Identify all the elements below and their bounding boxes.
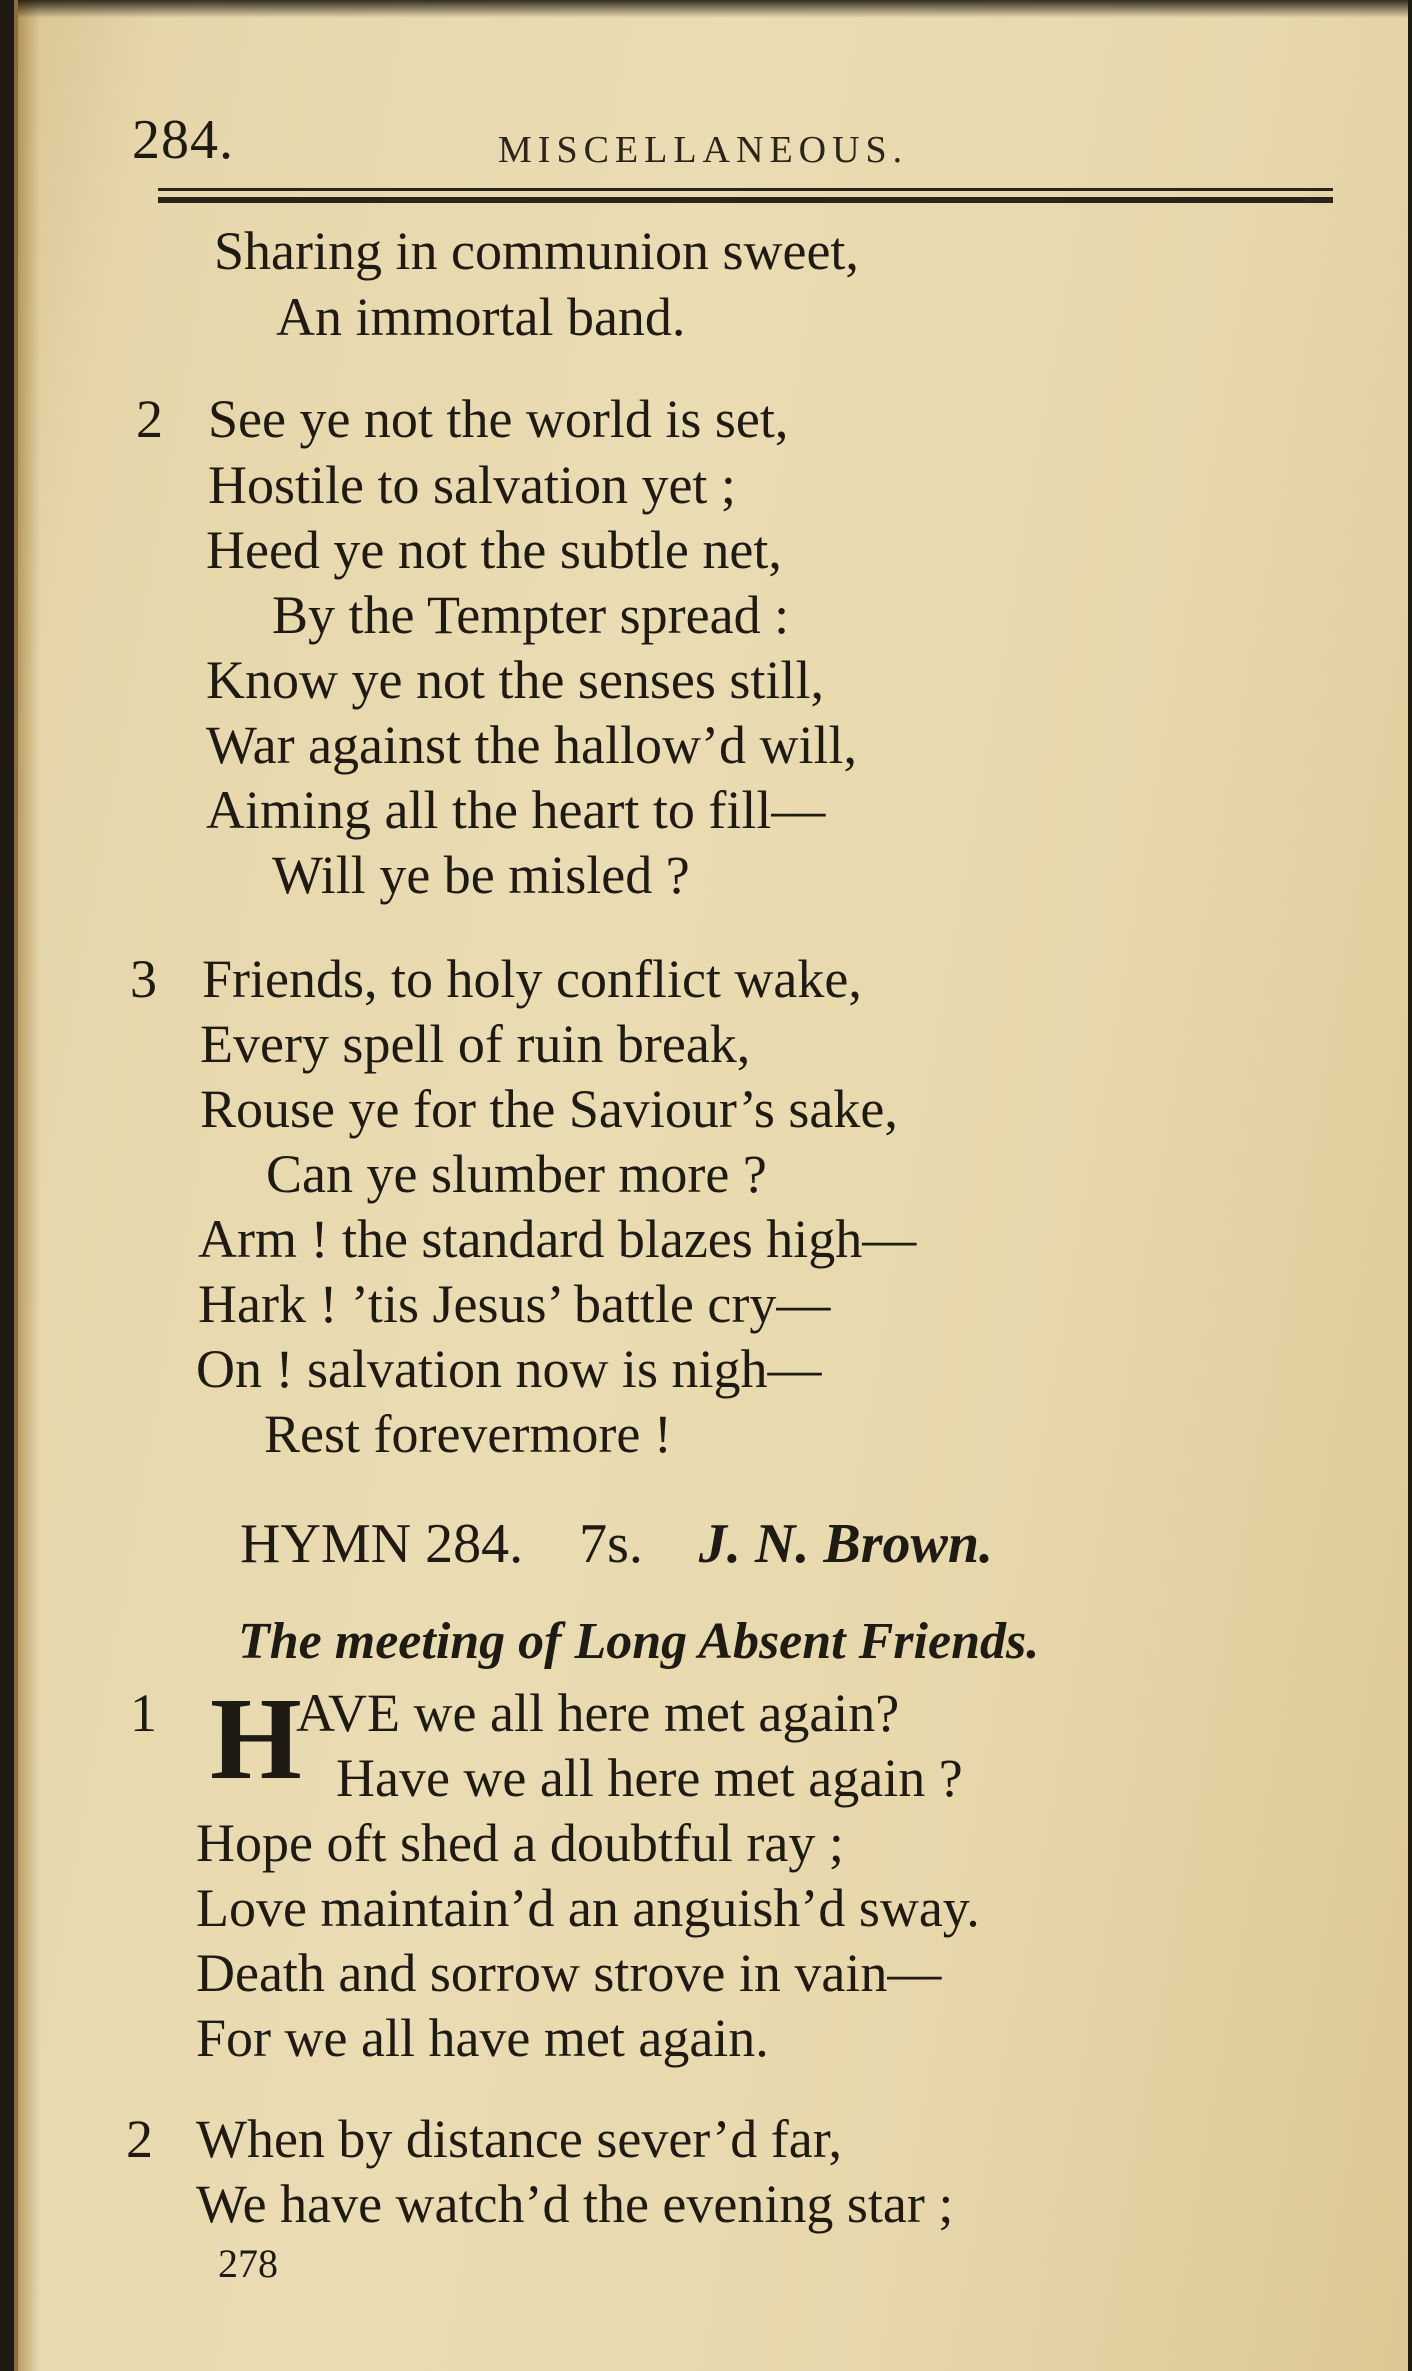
book-page [14,0,1408,2371]
stanza-line: War against the hallow’d will, [206,715,857,775]
stanza-line: Friends, to holy conflict wake, [202,949,862,1009]
stanza-line: Will ye be misled ? [272,845,690,905]
stanza-line: Hope oft shed a doubtful ray ; [196,1813,844,1873]
stanza-line: Rest forevermore ! [264,1404,672,1464]
page-top-shadow [18,0,1408,18]
stanza-line: Know ye not the senses still, [206,650,824,710]
stanza-line: Arm ! the standard blazes high— [198,1209,917,1269]
page-header [18,108,1408,178]
continuation-line: Sharing in communion sweet, [214,221,859,281]
hymn-meter: 7s. [579,1513,643,1575]
continuation-line: An immortal band. [276,287,686,347]
stanza-line: Aiming all the heart to fill— [206,780,826,840]
running-title: MISCELLANEOUS. [498,129,909,171]
stanza-line: Heed ye not the subtle net, [206,520,782,580]
stanza-line: Every spell of ruin break, [200,1014,751,1074]
stanza-line: Rouse ye for the Saviour’s sake, [200,1079,898,1139]
drop-cap: H [210,1673,302,1804]
stanza-line: Can ye slumber more ? [266,1144,767,1204]
verse-number: 2 [136,389,163,449]
stanza-line: AVE we all here met again? [296,1683,900,1743]
stanza-line: See ye not the world is set, [208,389,789,449]
verse-number: 1 [130,1683,157,1743]
hymn-title: HYMN 284. [240,1513,524,1575]
verse-number: 2 [126,2109,153,2169]
stanza-line: By the Tempter spread : [272,585,790,645]
stanza-line: Death and sorrow strove in vain— [196,1943,942,2003]
header-rule-thin [158,188,1333,191]
hymn-author: J. N. Brown. [698,1513,994,1575]
stanza-line: For we all have met again. [196,2008,769,2068]
stanza-line: Love maintain’d an anguish’d sway. [196,1878,980,1938]
verse-number: 3 [130,949,157,1009]
hymn-heading [240,1512,993,1576]
stanza-line: On ! salvation now is nigh— [196,1339,822,1399]
stanza-line: Hostile to salvation yet ; [208,455,736,515]
stanza-line: Have we all here met again ? [336,1748,963,1808]
signature-mark: 278 [218,2241,278,2286]
header-rule-thick [158,197,1333,203]
hymn-subtitle: The meeting of Long Absent Friends. [238,1613,1040,1670]
stanza-line: Hark ! ’tis Jesus’ battle cry— [198,1274,831,1334]
page-number: 284. [132,109,234,171]
stanza-line: When by distance sever’d far, [196,2109,843,2169]
stanza-line: We have watch’d the evening star ; [196,2174,954,2234]
